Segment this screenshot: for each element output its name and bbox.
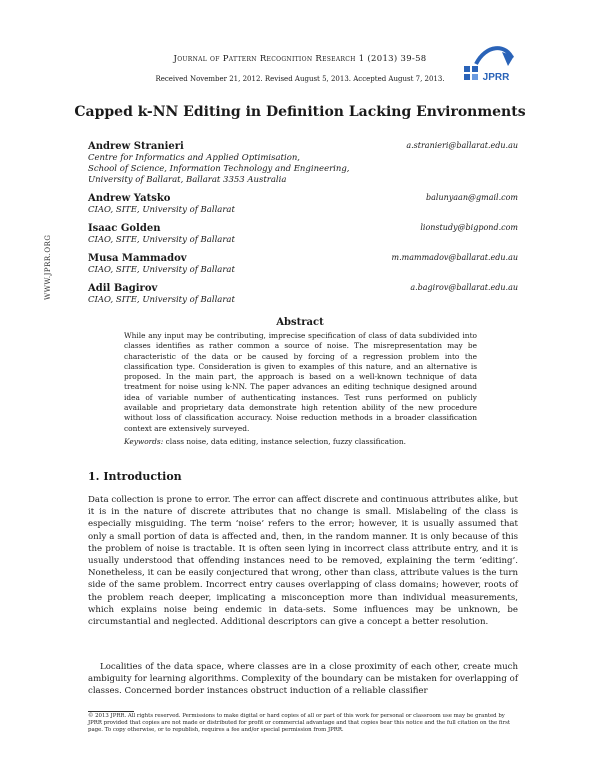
author-affiliation: CIAO, SITE, University of Ballarat — [88, 295, 235, 305]
jprr-logo — [462, 42, 516, 90]
footer-divider — [88, 711, 134, 712]
author-name: Adil Bagirov — [88, 283, 158, 294]
section-heading: 1. Introduction — [88, 470, 182, 483]
author-email[interactable]: a.bagirov@ballarat.edu.au — [410, 283, 518, 292]
keywords — [124, 437, 477, 446]
author-block — [88, 282, 518, 306]
abstract-heading: Abstract — [276, 317, 324, 328]
author-email[interactable]: balunyaan@gmail.com — [426, 193, 518, 202]
author-affiliation: University of Ballarat, Ballarat 3353 Australia — [88, 175, 287, 185]
author-name: Andrew Stranieri — [88, 141, 184, 152]
author-name: Musa Mammadov — [88, 253, 187, 264]
received-dates: Received November 21, 2012. Revised August 5, 2013. Accepted August 7, 2013. — [155, 75, 445, 83]
author-affiliation: CIAO, SITE, University of Ballarat — [88, 265, 235, 275]
copyright-footer: © 2013 JPRR. All rights reserved. Permissions to make digital or hard copies of all or part of this work for personal or classroom use may be granted by JPRR provided that copies are not made or distributed for profit or commercial advantage and that copies bear this notice and the full citation on the first page. To copy otherwise, or to republish, requires a fee and/or special permission from JPRR. — [88, 713, 511, 733]
paragraph: Data collection is prone to error. The error can affect discrete and continuous attributes alike, but it is in the nature of discrete attributes that no change is small. Mislabeling of the class is especially misguiding. The term ‘noise’ refers to the error; however, it is usually assumed that only a small portion of data is affected and, then, in the random manner. It is only because of this the problem of noise is tractable. It is often seen lying in incorrect class attribute entry, and it is usually understood that offending instances need to be removed, explaining the term ‘editing’. Nonetheless, it can be easily conjectured that wrong, other than class, attribute values is the turn side of the same problem. Incorrect entry causes overlapping of class domains; however, roots of the problem reach deeper, implicating a misconception more than individual measurements, which explains noise being endemic in data-sets. Some influences may be unknown, be circumstantial and neglected. Additional descriptors can give a concept a better resolution. — [88, 495, 518, 628]
abstract-text: While any input may be contributing, imprecise specification of class of data subdivided into classes identifies as rather common a source of noise. The misrepresentation may be characteristic of the data or be caused by forcing of a regression problem into the classification type. Consideration is given to examples of this nature, and an alternative is proposed. In the main part, the approach is based on a well-known technique of data treatment for noise using k-NN. The paper advances an editing technique designed around idea of variable number of authenticating instances. Test runs performed on publicly available and proprietary data demonstrate high retention ability of the new procedure without loss of classification accuracy. Noise reduction methods in a broader classification context are extensively surveyed. — [124, 331, 477, 433]
author-block — [88, 222, 518, 246]
author-block — [88, 252, 518, 276]
journal-header: Journal of Pattern Recognition Research 1 (2013) 39-58 — [173, 54, 427, 64]
author-affiliation: School of Science, Information Technology and Engineering, — [88, 164, 350, 174]
paragraph: Localities of the data space, where classes are in a close proximity of each other, create much ambiguity for learning algorithms. Complexity of the boundary can be mistaken for overlapping of classes. Concerned border instances obstruct induction of a reliable classifier — [88, 662, 518, 697]
logo-text: JPRR — [482, 72, 510, 83]
author-affiliation: CIAO, SITE, University of Ballarat — [88, 235, 235, 245]
author-block — [88, 192, 518, 216]
side-url[interactable]: WWW.JPRR.ORG — [44, 234, 52, 300]
author-affiliation: CIAO, SITE, University of Ballarat — [88, 205, 235, 215]
author-email[interactable]: a.stranieri@ballarat.edu.au — [406, 141, 518, 150]
author-block — [88, 140, 518, 186]
author-email[interactable]: m.mammadov@ballarat.edu.au — [391, 253, 518, 262]
keywords-list: class noise, data editing, instance selection, fuzzy classification. — [165, 437, 406, 446]
author-affiliation: Centre for Informatics and Applied Optimisation, — [88, 153, 300, 163]
author-name: Isaac Golden — [88, 223, 161, 234]
author-email[interactable]: lionstudy@bigpond.com — [420, 223, 518, 232]
paper-title: Capped k-NN Editing in Definition Lacking Environments — [74, 104, 526, 120]
keywords-label: Keywords: — [124, 437, 164, 446]
author-name: Andrew Yatsko — [88, 193, 171, 204]
